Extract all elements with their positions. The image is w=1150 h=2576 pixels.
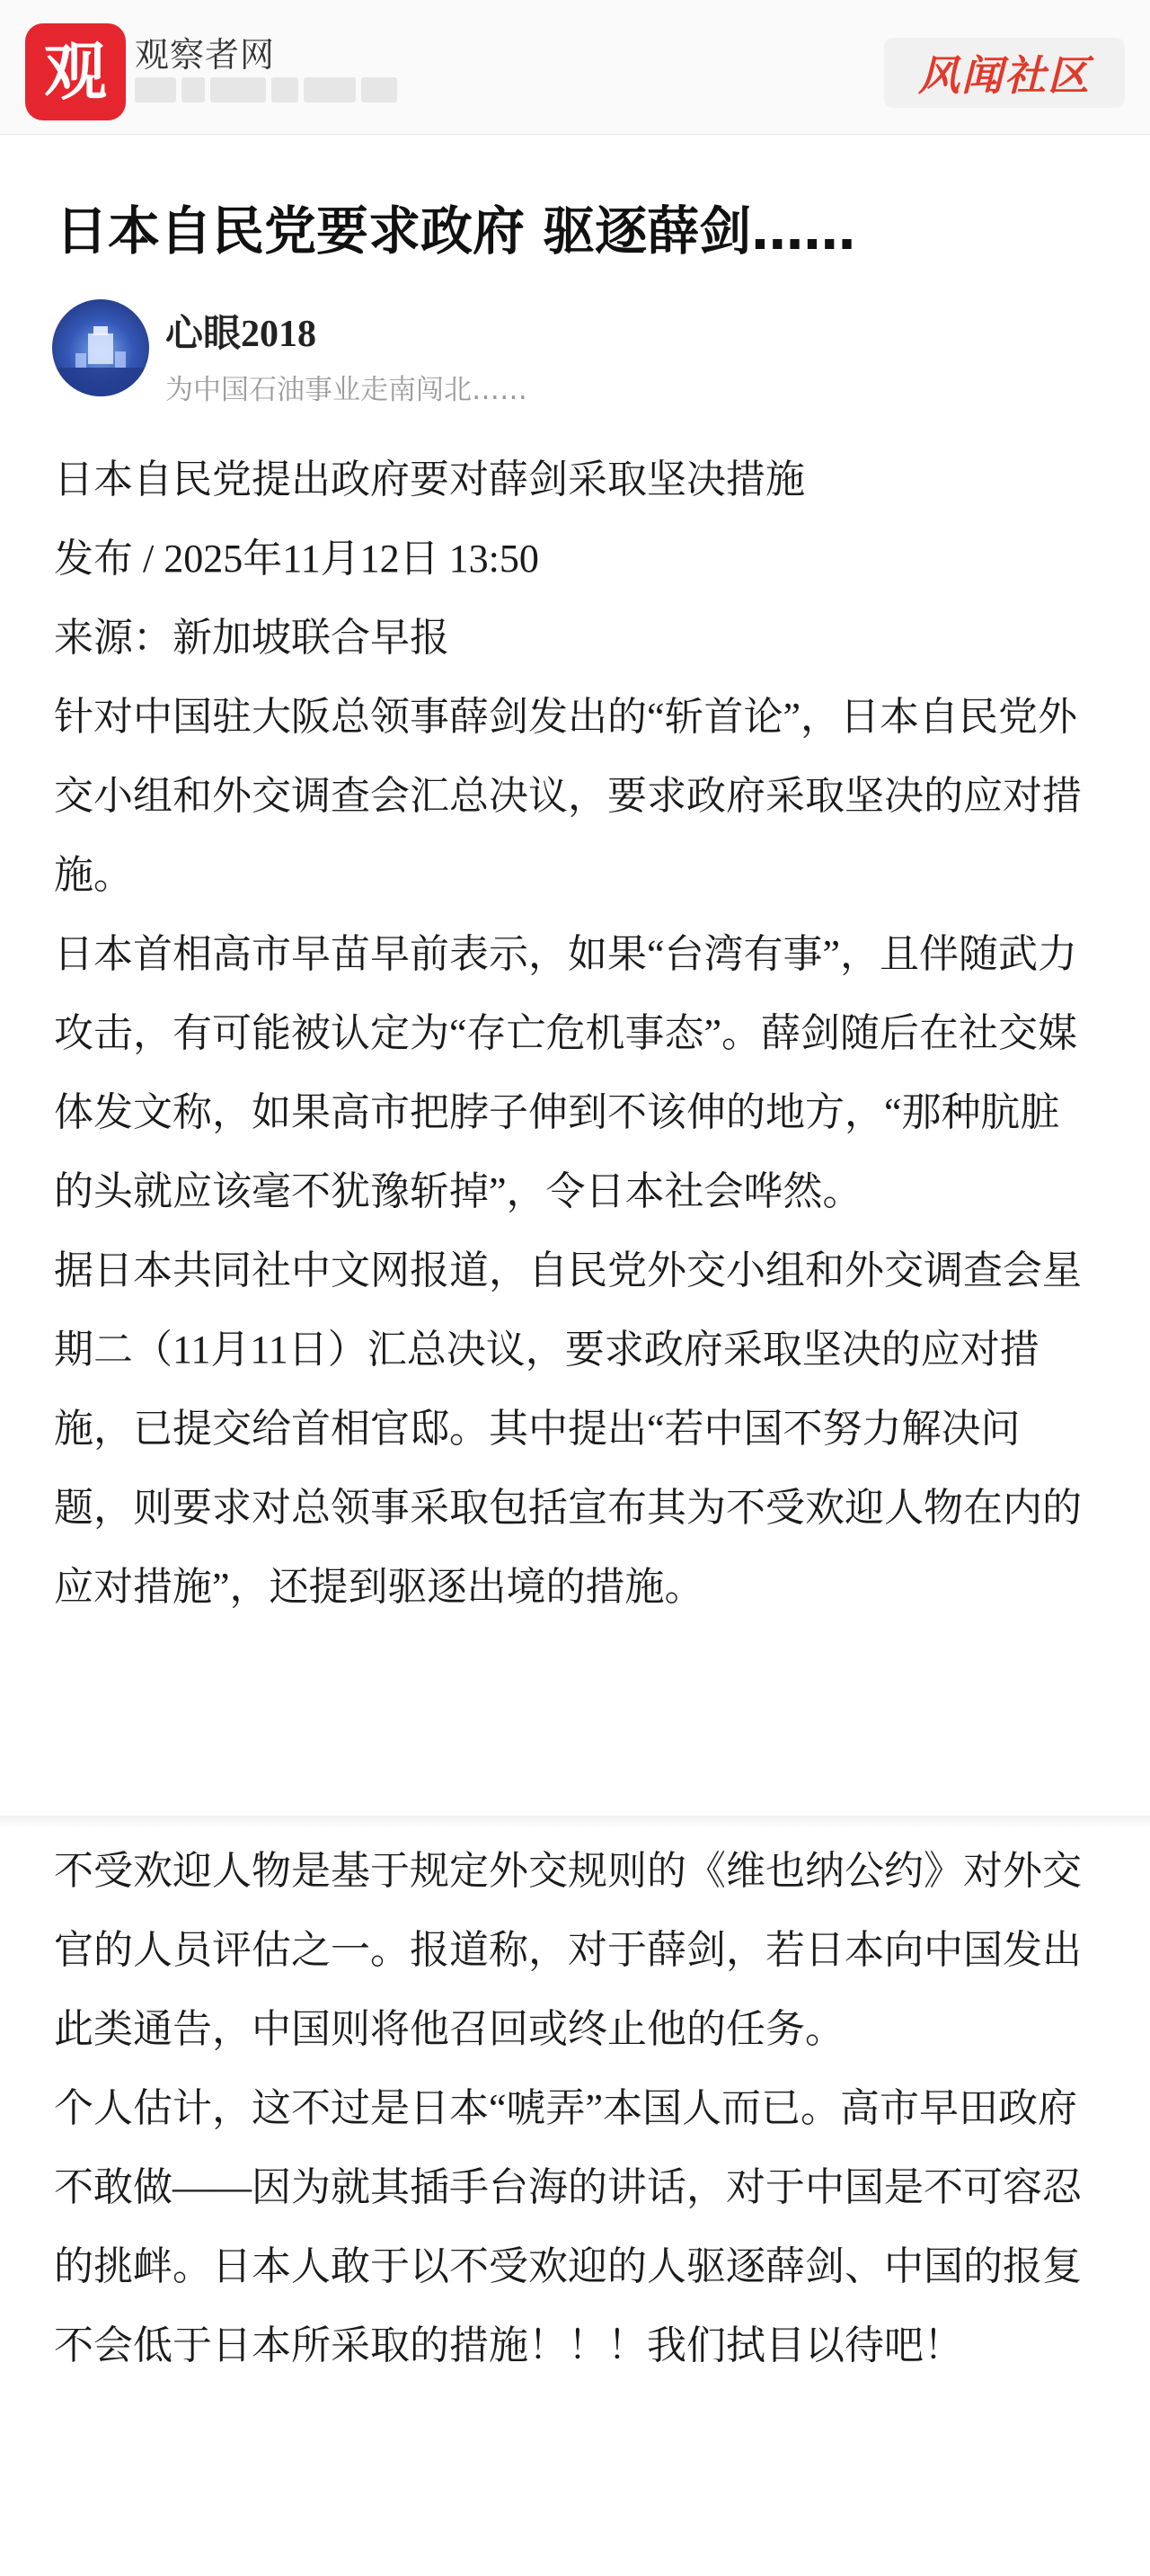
section-divider [0, 1816, 1150, 1828]
app-slogan-blurred [135, 77, 404, 108]
body-paragraph: 针对中国驻大阪总领事薛剑发出的“斩首论”，日本自民党外交小组和外交调查会汇总决议，要求政府采取坚决的应对措施。 [54, 695, 1082, 897]
avatar-image-icon [52, 299, 149, 396]
body-paragraph: 来源：新加坡联合早报 [54, 616, 449, 660]
body-paragraph: 日本自民党提出政府要对薛剑采取坚决措施 [54, 457, 805, 502]
body-paragraph: 个人估计，这不过是日本“唬弄”本国人而已。高市早田政府不敢做——因为就其插手台海的讲话，对于中国是不可容忍的挑衅。日本人敢于以不受欢迎的人驱逐薛剑、中国的报复不会低于日本所采取的措施！！！我们拭目以待吧！ [54, 2086, 1082, 2367]
app-name: 观察者网 [135, 35, 276, 75]
article-body-bottom [54, 1832, 1096, 2385]
author-avatar[interactable] [52, 299, 149, 396]
body-paragraph: 日本首相高市早苗早前表示，如果“台湾有事”，且伴随武力攻击，有可能被认定为“存亡危机事态”。薛剑随后在社交媒体发文称，如果高市把脖子伸到不该伸的地方，“那种肮脏的头就应该毫不犹豫斩掉”，令日本社会哗然。 [54, 932, 1078, 1213]
logo-glyph: 观 [44, 35, 107, 109]
body-paragraph: 据日本共同社中文网报道，自民党外交小组和外交调查会星期二（11月11日）汇总决议，要求政府采取坚决的应对措施，已提交给首相官邸。其中提出“若中国不努力解决问题，则要求对总领事采取包括宣布其为不受欢迎人物在内的应对措施”，还提到驱逐出境的措施。 [54, 1248, 1082, 1609]
community-label: 风闻社区 [918, 51, 1091, 100]
app-logo[interactable] [25, 23, 126, 120]
community-badge[interactable] [884, 38, 1125, 108]
article-title: 日本自民党要求政府 驱逐薛剑…… [56, 200, 856, 262]
author-name[interactable]: 心眼2018 [165, 314, 317, 355]
body-paragraph: 不受欢迎人物是基于规定外交规则的《维也纳公约》对外交官的人员评估之一。报道称，对于薛剑，若日本向中国发出此类通告，中国则将他召回或终止他的任务。 [54, 1849, 1082, 2051]
body-paragraph: 发布 / 2025年11月12日 13:50 [54, 537, 539, 581]
author-bio: 为中国石油事业走南闯北…… [165, 374, 527, 406]
app-header [0, 0, 1150, 135]
article-body-top [54, 440, 1096, 1627]
